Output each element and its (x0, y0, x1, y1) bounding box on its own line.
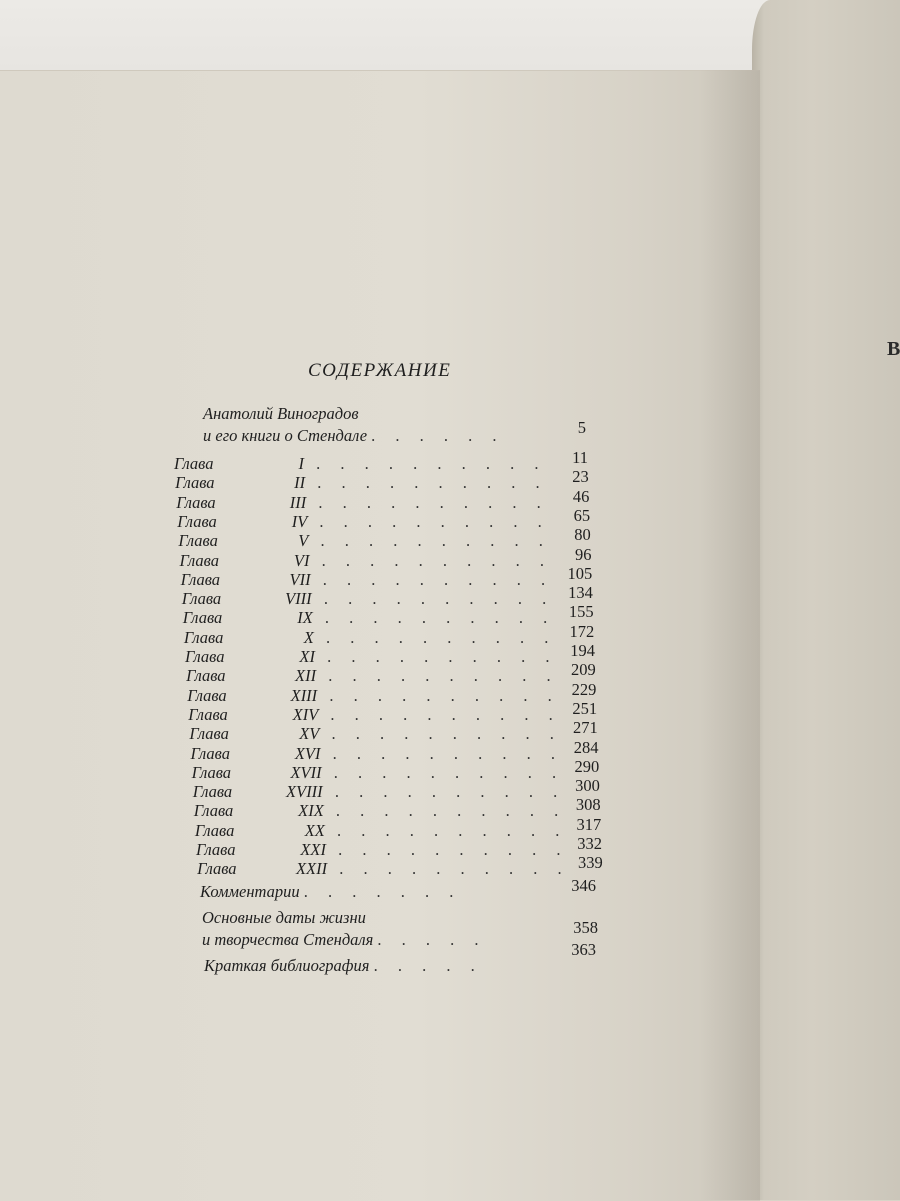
toc-leader-dots: . . . . . . . . . . (309, 550, 552, 570)
toc-chapter-number: VII (289, 569, 311, 589)
toc-chapter-page: 308 (575, 795, 601, 815)
toc-leader-dots: . . . . . . . . . . (324, 820, 568, 840)
toc-chapter-row (185, 647, 558, 667)
toc-dates-line2-text: и творчества Стендаля (202, 930, 374, 949)
toc-chapter-word: Глава (191, 762, 232, 782)
toc-chapter-word: Глава (174, 454, 214, 473)
toc-chapter-number: XV (299, 724, 320, 744)
toc-chapter-word: Глава (182, 608, 223, 628)
toc-chapter-page: 317 (576, 814, 602, 834)
toc-chapter-row (191, 744, 564, 764)
toc-leader-dots: . . . . . (377, 930, 487, 949)
toc-chapter-page: 80 (574, 525, 591, 545)
toc-chapter-row (175, 473, 548, 493)
toc-chapter-page: 134 (568, 583, 593, 603)
toc-dates-line1: Основные даты жизни (202, 908, 366, 927)
toc-chapter-page: 23 (572, 467, 589, 487)
toc-leader-dots: . . . . . . . . . . (305, 473, 548, 493)
toc-chapter-number: III (289, 492, 307, 512)
page-fold-shadow (700, 70, 760, 1200)
toc-chapter-number: XII (295, 666, 317, 686)
toc-chapter-number: XVI (294, 743, 321, 763)
toc-chapter-row (178, 531, 551, 551)
toc-title: СОДЕРЖАНИЕ (308, 360, 452, 381)
toc-chapter-row (187, 686, 560, 706)
toc-comments-page: 346 (571, 876, 596, 895)
toc-chapter-number: XXII (295, 859, 328, 879)
toc-leader-dots: . . . . . . . . . . (307, 511, 550, 531)
toc-chapter-number: XX (304, 820, 325, 840)
toc-chapter-row (180, 551, 553, 571)
toc-chapter-number: XXI (300, 840, 326, 859)
toc-chapter-row (188, 705, 561, 725)
toc-chapter-row (176, 493, 549, 513)
toc-chapter-number: XIV (292, 704, 319, 724)
toc-chapter-word: Глава (189, 724, 229, 744)
toc-chapter-row (177, 512, 550, 532)
toc-chapter-row (182, 589, 555, 609)
toc-intro-line2 (203, 426, 505, 446)
toc-chapter-number: XI (299, 647, 315, 666)
toc-intro-page: 5 (577, 418, 586, 437)
toc-chapter-page: 251 (572, 698, 598, 718)
toc-leader-dots: . . . . . . . . . . (316, 666, 559, 686)
toc-chapter-row (189, 724, 562, 744)
toc-chapter-row (181, 570, 554, 590)
toc-leader-dots: . . . . . . . . . . (326, 840, 569, 859)
toc-dates-page: 358 (573, 918, 598, 937)
toc-chapter-number: X (303, 627, 314, 647)
toc-chapter-page: 194 (570, 641, 595, 660)
toc-dates-line2 (202, 930, 487, 950)
toc-bibliography-page: 363 (571, 940, 596, 959)
toc-chapter-page: 339 (577, 853, 603, 873)
toc-chapter-number: IX (297, 608, 313, 628)
toc-leader-dots: . . . . . . . . . . (323, 801, 567, 821)
toc-chapter-number: XIX (298, 801, 324, 821)
toc-chapter-row (197, 859, 570, 879)
toc-chapter-word: Глава (179, 550, 219, 570)
toc-chapter-word: Глава (197, 859, 237, 879)
toc-leader-dots: . . . . . . . . . . (306, 492, 549, 512)
toc-chapter-page: 155 (568, 602, 594, 622)
toc-chapter-row (196, 840, 569, 860)
toc-leader-dots: . . . . . . . . . . (312, 608, 556, 628)
toc-chapter-word: Глава (194, 820, 235, 840)
toc-leader-dots: . . . . . . . (303, 882, 462, 901)
toc-leader-dots: . . . . . . (371, 426, 505, 445)
toc-chapter-number: XVII (290, 762, 322, 782)
toc-chapter-word: Глава (183, 627, 224, 647)
toc-leader-dots: . . . . . . . . . . (319, 724, 562, 744)
toc-chapter-row (174, 454, 547, 474)
next-page-edge (752, 0, 900, 1200)
toc-leader-dots: . . . . . . . . . . (318, 704, 561, 724)
toc-chapter-number: I (298, 454, 304, 473)
toc-chapter-number: XVIII (286, 782, 323, 802)
next-page-letter: В (887, 338, 900, 360)
toc-chapter-word: Глава (187, 685, 227, 705)
toc-leader-dots: . . . . . . . . . . (311, 589, 555, 609)
toc-chapter-page: 300 (575, 776, 600, 796)
toc-chapter-row (193, 782, 566, 802)
toc-bibliography (204, 956, 483, 976)
toc-chapter-page: 229 (571, 679, 597, 699)
toc-chapter-row (194, 801, 567, 821)
toc-chapter-word: Глава (196, 840, 236, 859)
toc-intro-line1: Анатолий Виноградов (203, 404, 359, 423)
toc-chapter-word: Глава (180, 569, 221, 589)
toc-chapter-row (183, 608, 556, 628)
toc-chapter-row (184, 628, 557, 648)
toc-chapter-page: 105 (567, 563, 593, 583)
toc-chapter-number: XIII (290, 685, 318, 705)
toc-chapter-word: Глава (193, 801, 234, 821)
toc-chapter-number: V (298, 531, 309, 551)
toc-chapter-page: 172 (569, 621, 595, 641)
toc-chapter-row (195, 821, 568, 841)
toc-chapter-word: Глава (176, 492, 216, 512)
toc-leader-dots: . . . . . . . . . . (313, 627, 557, 647)
toc-chapter-page: 284 (573, 737, 599, 757)
toc-chapter-page: 209 (570, 660, 596, 680)
toc-chapter-word: Глава (175, 473, 215, 493)
toc-chapter-word: Глава (181, 589, 222, 609)
toc-chapter-page: 96 (575, 544, 592, 564)
toc-chapter-page: 11 (572, 448, 588, 467)
toc-leader-dots: . . . . . . . . . . (315, 647, 558, 666)
toc-chapter-row (192, 763, 565, 783)
toc-chapter-page: 271 (573, 718, 598, 738)
toc-chapter-word: Глава (186, 666, 226, 686)
toc-comments-label: Комментарии (200, 882, 300, 901)
toc-chapter-number: II (294, 473, 306, 493)
toc-intro-line2-text: и его книги о Стендале (203, 426, 368, 445)
toc-leader-dots: . . . . . . . . . . (322, 782, 566, 802)
toc-leader-dots: . . . . . (373, 956, 483, 975)
toc-leader-dots: . . . . . . . . . . (327, 859, 570, 879)
toc-leader-dots: . . . . . . . . . . (304, 454, 547, 473)
toc-leader-dots: . . . . . . . . . . (308, 531, 551, 551)
toc-leader-dots: . . . . . . . . . . (310, 569, 554, 589)
toc-chapter-number: IV (291, 511, 308, 531)
toc-chapter-word: Глава (190, 743, 230, 763)
toc-chapter-number: VI (293, 550, 310, 570)
toc-chapter-page: 46 (572, 486, 590, 506)
toc-leader-dots: . . . . . . . . . . (321, 762, 565, 782)
toc-chapter-page: 332 (577, 834, 602, 853)
toc-chapter-word: Глава (178, 531, 218, 551)
toc-chapter-row (186, 666, 559, 686)
toc-leader-dots: . . . . . . . . . . (320, 743, 563, 763)
toc-chapter-word: Глава (188, 704, 228, 724)
toc-chapter-word: Глава (177, 511, 217, 531)
toc-chapter-page: 290 (574, 756, 600, 776)
toc-bibliography-label: Краткая библиография (204, 956, 370, 975)
toc-chapter-page: 65 (573, 505, 591, 525)
toc-chapter-word: Глава (192, 782, 233, 802)
toc-leader-dots: . . . . . . . . . . (317, 685, 560, 705)
toc-comments (200, 882, 461, 902)
toc-chapter-word: Глава (185, 647, 225, 666)
toc-chapter-number: VIII (285, 589, 312, 609)
